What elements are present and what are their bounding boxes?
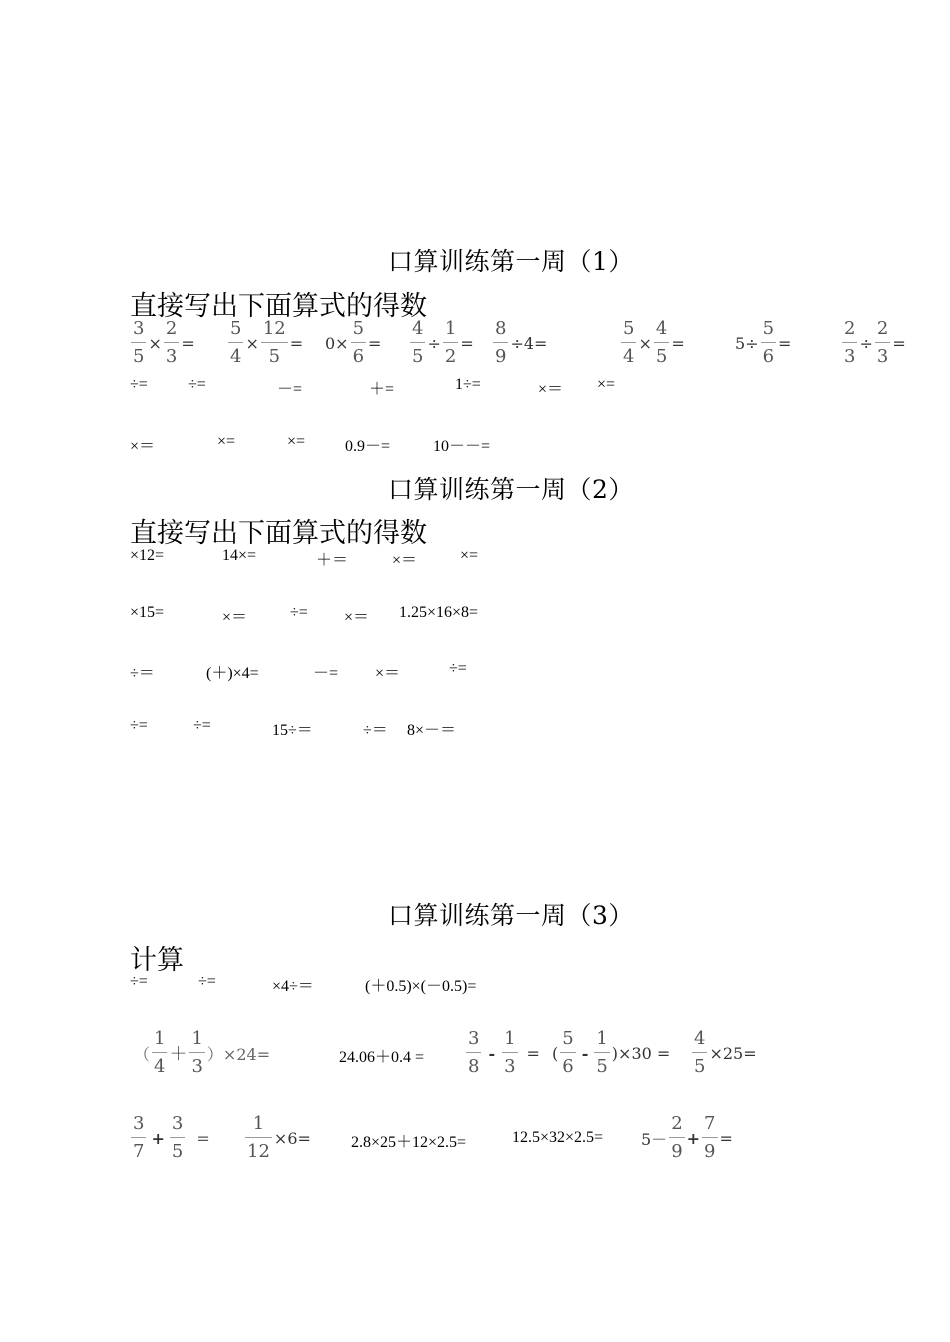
problem: ×15= [130,604,165,621]
problem: ÷= [449,660,467,677]
problem: ÷= [130,717,148,734]
fraction-problem: 0× $\frac{5}{6}$ = [325,318,382,367]
fraction: $\frac{4}{5}$ [412,318,424,367]
fraction: $\frac{1}{2}$ [444,318,457,367]
fraction: $\frac{3}{7}$ [133,1113,145,1162]
problem: ÷= [130,973,148,990]
problem: ÷= [290,604,308,621]
section1-fraction-row [130,320,910,372]
section3-title: 口算训练第一周（3） [388,901,634,930]
section3-row3-q5: 5－ $\frac{2}{9}$ + $\frac{7}{9}$ = [641,1113,733,1162]
section3-row3-q1: $\frac{3}{7}$ + $\frac{3}{5}$ = [133,1113,210,1162]
problem: －= [313,665,339,682]
problem: 15÷＝ [272,722,313,739]
problem: －= [277,381,303,398]
section1-row3 [0,433,950,455]
fraction-problem: 5÷ $\frac{5}{6}$ = [735,318,792,367]
section2-row1 [0,547,950,569]
fraction: $\frac{5}{6}$ [762,318,775,367]
section3-row2-q3: $\frac{3}{8}$ - $\frac{1}{3}$ = [468,1028,540,1077]
problem: ＋＝ [316,552,349,569]
fraction-problem: $\frac{5}{4}$ × $\frac{12}{5}$ = [230,318,304,367]
section3-row2-q5: $\frac{4}{5}$ ×25= [694,1028,757,1077]
section1-title: 口算训练第一周（1） [388,247,634,276]
problem: ×= [460,547,479,564]
problem: ÷= [193,717,211,734]
fraction: $\frac{8}{9}$ [495,318,507,367]
fraction: $\frac{3}{5}$ [171,1113,184,1162]
fraction: $\frac{7}{9}$ [704,1113,716,1162]
fraction: $\frac{5}{4}$ [230,318,242,367]
problem: ÷＝ [130,665,155,682]
fraction-problem: $\frac{2}{3}$ ÷ $\frac{2}{3}$ = [844,318,906,367]
problem: 1÷= [455,376,481,393]
section1-row2 [0,376,950,398]
fraction: $\frac{2}{3}$ [844,318,856,367]
fraction: $\frac{5}{4}$ [623,318,635,367]
section3-row2-q2: 24.06＋0.4 = [339,1049,425,1066]
fraction: $\frac{4}{5}$ [694,1028,706,1077]
problem: ×= [217,433,236,450]
fraction: $\frac{5}{6}$ [352,318,365,367]
problem: ÷＝ [363,722,388,739]
fraction: $\frac{3}{8}$ [468,1028,480,1077]
problem: ×4÷＝ [272,978,314,995]
section2-row2 [0,604,950,626]
fraction-problem: $\frac{4}{5}$ ÷ $\frac{1}{2}$ = [412,318,474,367]
problem: ×= [597,376,616,393]
problem: ×＝ [538,381,564,398]
fraction: $\frac{1}{12}$ [247,1113,270,1162]
problem: ×= [287,433,306,450]
problem: ＋= [369,381,395,398]
section2-row4 [0,717,950,739]
fraction: $\frac{1}{5}$ [596,1028,608,1077]
fraction: $\frac{4}{5}$ [655,318,668,367]
problem: (＋0.5)×(－0.5)= [365,978,477,995]
section3-row3-q4: 12.5×32×2.5= [512,1129,604,1146]
problem: 14×= [222,547,257,564]
problem: ×12= [130,547,165,564]
problem: 0.9－= [345,438,391,455]
fraction: $\frac{1}{4}$ [154,1028,166,1077]
problem: ×＝ [344,609,370,626]
problem: ×＝ [222,609,248,626]
section3-row3-q2: $\frac{1}{12}$ ×6= [247,1113,311,1162]
section3-row3-q3: 2.8×25＋12×2.5= [351,1134,467,1151]
problem: ×＝ [375,665,401,682]
section3-instruction: 计算 [130,945,184,976]
problem: 1.25×16×8= [399,604,479,621]
fraction: $\frac{1}{3}$ [504,1028,516,1077]
problem: ×＝ [392,552,418,569]
problem: 10－－= [433,438,491,455]
section1-instruction: 直接写出下面算式的得数 [130,291,427,322]
section3-row2-q4: ( $\frac{5}{6}$ - $\frac{1}{5}$ )×30 = [552,1028,671,1077]
fraction: $\frac{2}{3}$ [165,318,178,367]
fraction: $\frac{2}{9}$ [671,1113,683,1162]
problem: ÷= [188,376,206,393]
section2-row3 [0,660,950,682]
problem: 8×－＝ [407,722,457,739]
fraction-problem: $\frac{8}{9}$ ÷4= [495,318,548,367]
section3-row2-q1: （ $\frac{1}{4}$ ＋ $\frac{1}{3}$ ）×24= [134,1028,271,1077]
problem: (＋)×4= [206,665,259,682]
fraction: $\frac{2}{3}$ [876,318,889,367]
fraction: $\frac{1}{3}$ [191,1028,203,1077]
problem: ÷= [130,376,148,393]
problem: ×＝ [130,438,156,455]
section2-instruction: 直接写出下面算式的得数 [130,518,427,549]
fraction: $\frac{5}{6}$ [562,1028,574,1077]
section2-title: 口算训练第一周（2） [388,475,634,504]
fraction: $\frac{12}{5}$ [262,318,286,367]
problem: ÷= [198,973,216,990]
fraction: $\frac{3}{5}$ [133,318,145,367]
section3-row1 [0,973,950,995]
fraction-problem: $\frac{3}{5}$ × $\frac{2}{3}$ = [133,318,195,367]
fraction-problem: $\frac{5}{4}$ × $\frac{4}{5}$ = [623,318,685,367]
